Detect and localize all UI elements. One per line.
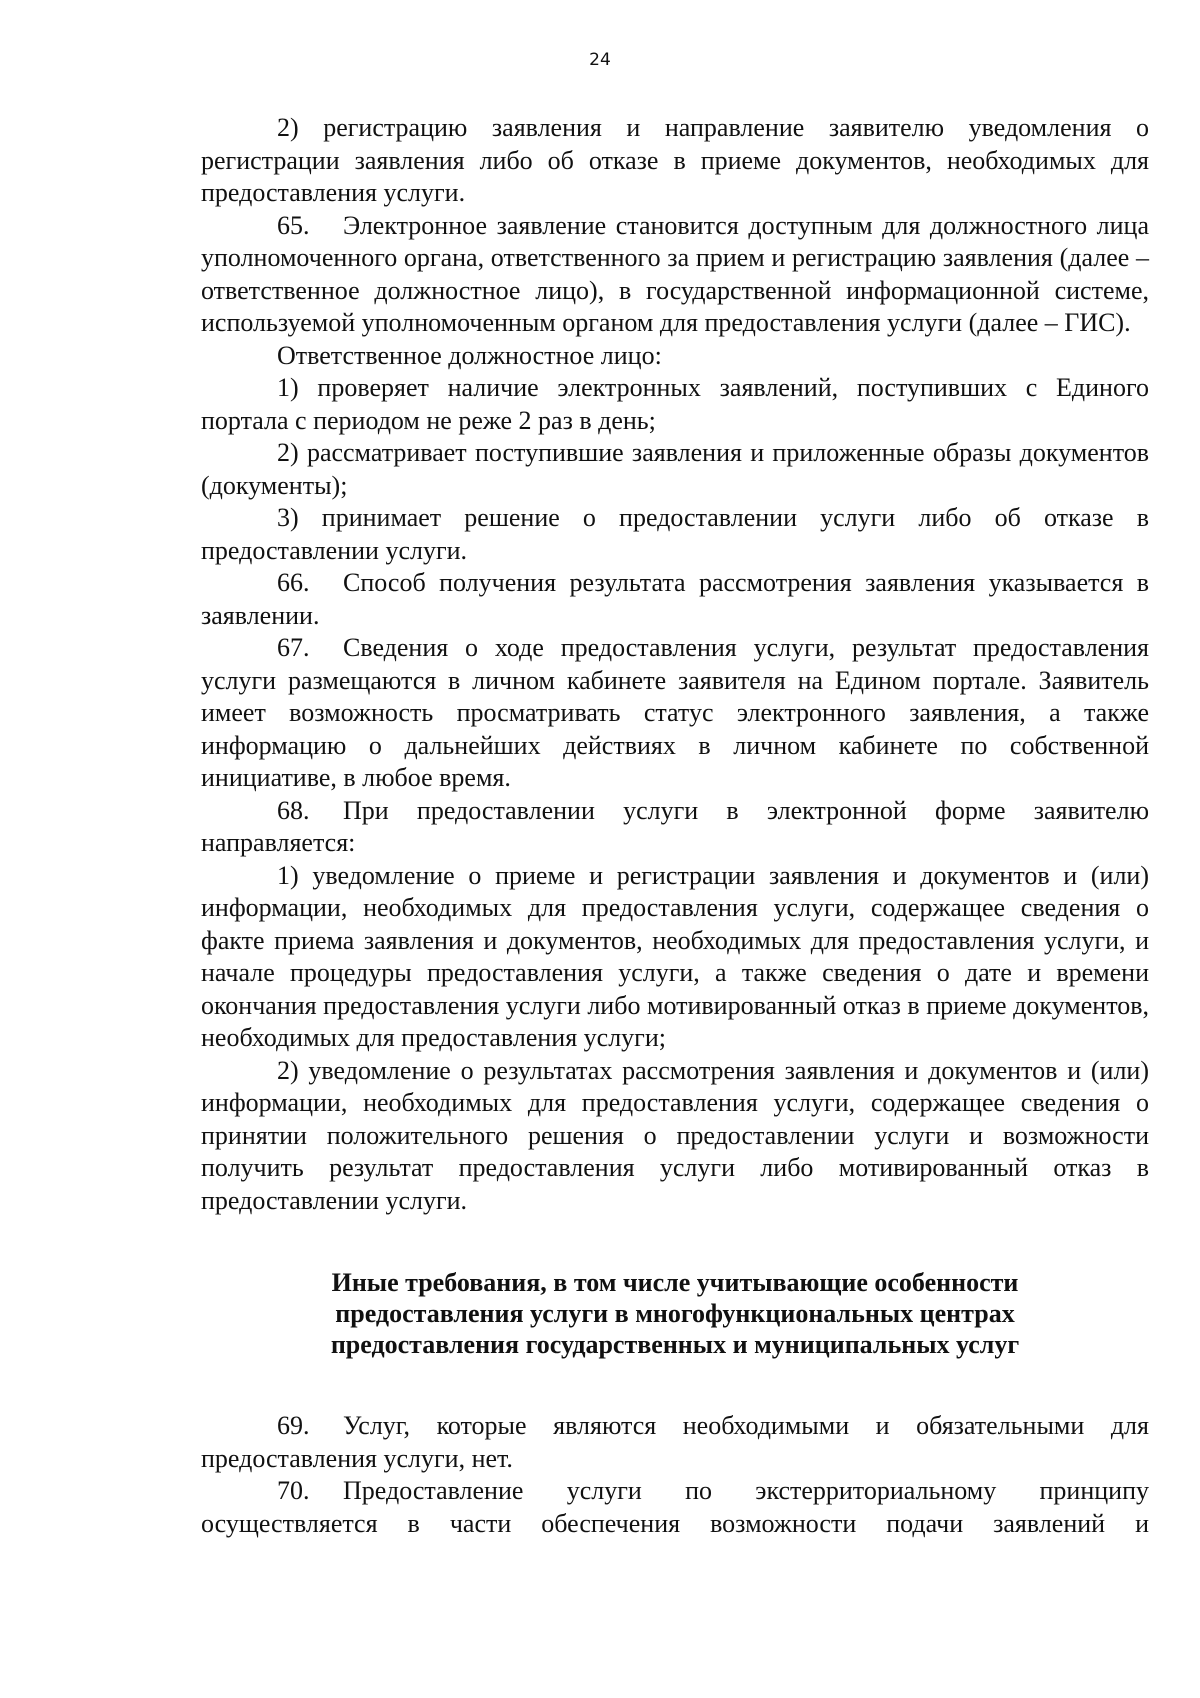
paragraph-number: 69. <box>277 1411 310 1440</box>
paragraph-item-2-reviews: 2) рассматривает поступившие заявления и приложенные образы документов (документы); <box>201 438 1149 500</box>
document-body <box>201 112 1149 1540</box>
paragraph-item-3-decides: 3) принимает решение о предоставлении услуги либо об отказе в предоставлении услуги. <box>201 503 1149 565</box>
paragraph-number: 66. <box>277 568 310 597</box>
paragraph-70: 70. Предоставление услуги по экстерриториальному принципу осуществляется в части обеспечения возможности подачи заявлений и <box>201 1476 1149 1538</box>
paragraph-67: 67. Сведения о ходе предоставления услуги, результат предоставления услуги размещаются в личном кабинете заявителя на Едином портале. Заявитель имеет возможность просматривать статус электронного заявления, а также информацию о дальнейших действиях в личном кабинете по собственной инициативе, в любое время. <box>201 633 1149 792</box>
paragraph-item-1-checks: 1) проверяет наличие электронных заявлений, поступивших с Единого портала с периодом не реже 2 раз в день; <box>201 373 1149 435</box>
paragraph-68: 68. При предоставлении услуги в электронной форме заявителю направляется: <box>201 795 1149 857</box>
section-heading <box>201 1267 1149 1360</box>
paragraph-number: 70. <box>277 1476 310 1505</box>
section-heading-line: Иные требования, в том числе учитывающие особенности <box>331 1268 1019 1297</box>
paragraph-number: 65. <box>277 210 310 240</box>
paragraph-65: 65. Электронное заявление становится доступным для должностного лица уполномоченного органа, ответственного за прием и регистрацию заявления (далее – ответственное должностное лицо), в государственной информационной системе, используемой уполномоченным органом для предоставления услуги (далее – ГИС). <box>201 210 1149 337</box>
paragraph-69: 69. Услуг, которые являются необходимыми и обязательными для предоставления услуги, нет. <box>201 1411 1149 1473</box>
paragraph-item-1-notification: 1) уведомление о приеме и регистрации заявления и документов и (или) информации, необходимых для предоставления услуги, содержащее сведения о факте приема заявления и документов, необходимых для предоставления услуги, и начале процедуры предоставления услуги, а также сведения о дате и времени окончания предоставления услуги либо мотивированный отказ в приеме документов, необходимых для предоставления услуги; <box>201 860 1149 1052</box>
paragraph-2-registration: 2) регистрацию заявления и направление заявителю уведомления о регистрации заявления либо об отказе в приеме документов, необходимых для предоставления услуги. <box>201 113 1149 207</box>
section-heading-line: предоставления услуги в многофункциональных центрах <box>335 1299 1015 1328</box>
paragraph-number: 67. <box>277 633 310 662</box>
paragraph-item-2-notification: 2) уведомление о результатах рассмотрения заявления и документов и (или) информации, необходимых для предоставления услуги, содержащее сведения о принятии положительного решения о предоставлении услуги и возможности получить результат предоставления услуги либо мотивированный отказ в предоставлении услуги. <box>201 1055 1149 1215</box>
section-heading-line: предоставления государственных и муниципальных услуг <box>330 1330 1020 1359</box>
paragraph-66: 66. Способ получения результата рассмотрения заявления указывается в заявлении. <box>201 568 1149 630</box>
page-number: 24 <box>589 50 611 70</box>
paragraph-responsible-person: Ответственное должностное лицо: <box>277 340 662 370</box>
paragraph-number: 68. <box>277 795 310 825</box>
